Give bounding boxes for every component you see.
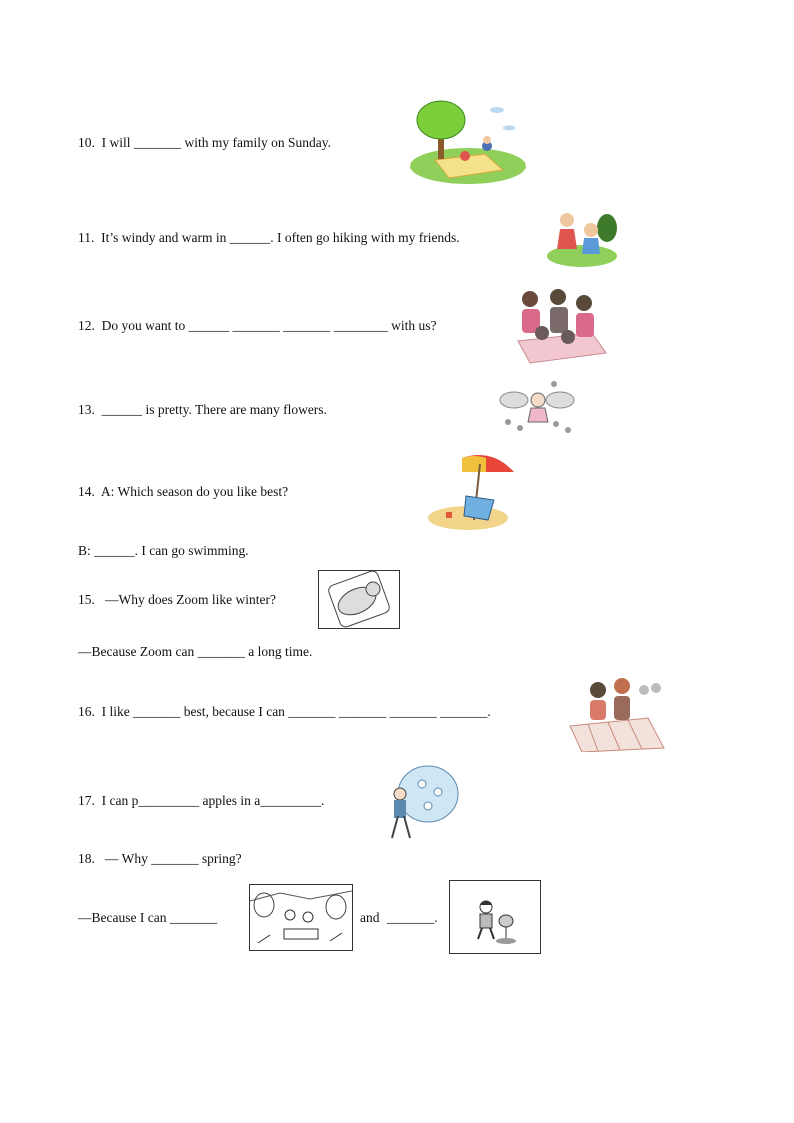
question-number: 15.	[78, 592, 95, 607]
question-number: 10.	[78, 135, 95, 150]
answer-18-start: —Because I can _______	[78, 910, 218, 925]
family-picnic-illustration	[512, 285, 608, 365]
question-17	[78, 793, 324, 809]
question-11	[78, 230, 460, 246]
question-number: 12.	[78, 318, 95, 333]
sleeping-bear-illustration	[318, 570, 400, 629]
question-number: 13.	[78, 402, 95, 417]
beach-umbrella-illustration	[424, 450, 514, 532]
answer-18-end: _______.	[387, 910, 438, 925]
park-picnic-sketch	[249, 884, 353, 951]
answer-15: —Because Zoom can _______ a long time.	[78, 644, 313, 659]
question-text: A: Which season do you like best?	[100, 484, 289, 499]
question-number: 17.	[78, 793, 95, 808]
boy-picking-apples-illustration	[382, 764, 460, 840]
question-10	[78, 135, 331, 151]
question-14	[78, 484, 288, 500]
question-text: I can p_________ apples in a_________.	[101, 793, 325, 808]
answer-14: B: ______. I can go swimming.	[78, 543, 249, 558]
question-text: —Why does Zoom like winter?	[105, 592, 276, 607]
answer-18-and: and	[360, 910, 380, 925]
question-text: ______ is pretty. There are many flowers.	[101, 402, 327, 417]
question-number: 14.	[78, 484, 95, 499]
question-number: 18.	[78, 851, 95, 866]
question-text: I will _______ with my family on Sunday.	[101, 135, 331, 150]
question-text: Do you want to ______ _______ _______ ________ with us?	[101, 318, 437, 333]
question-15	[78, 592, 276, 608]
question-12	[78, 318, 437, 334]
question-number: 11.	[78, 230, 95, 245]
question-number: 16.	[78, 704, 95, 719]
question-16	[78, 704, 491, 720]
question-text: I like _______ best, because I can _______ _______ _______ _______.	[101, 704, 491, 719]
picnic-under-tree-illustration	[405, 98, 527, 186]
boy-planting-tree-sketch	[449, 880, 541, 954]
people-picnic-illustration	[568, 676, 666, 752]
children-hiking-illustration	[545, 204, 619, 268]
girl-among-flowers-illustration	[498, 378, 578, 438]
question-13	[78, 402, 327, 418]
question-text: It’s windy and warm in ______. I often go hiking with my friends.	[101, 230, 460, 245]
question-text: — Why _______ spring?	[105, 851, 242, 866]
question-18	[78, 851, 242, 867]
